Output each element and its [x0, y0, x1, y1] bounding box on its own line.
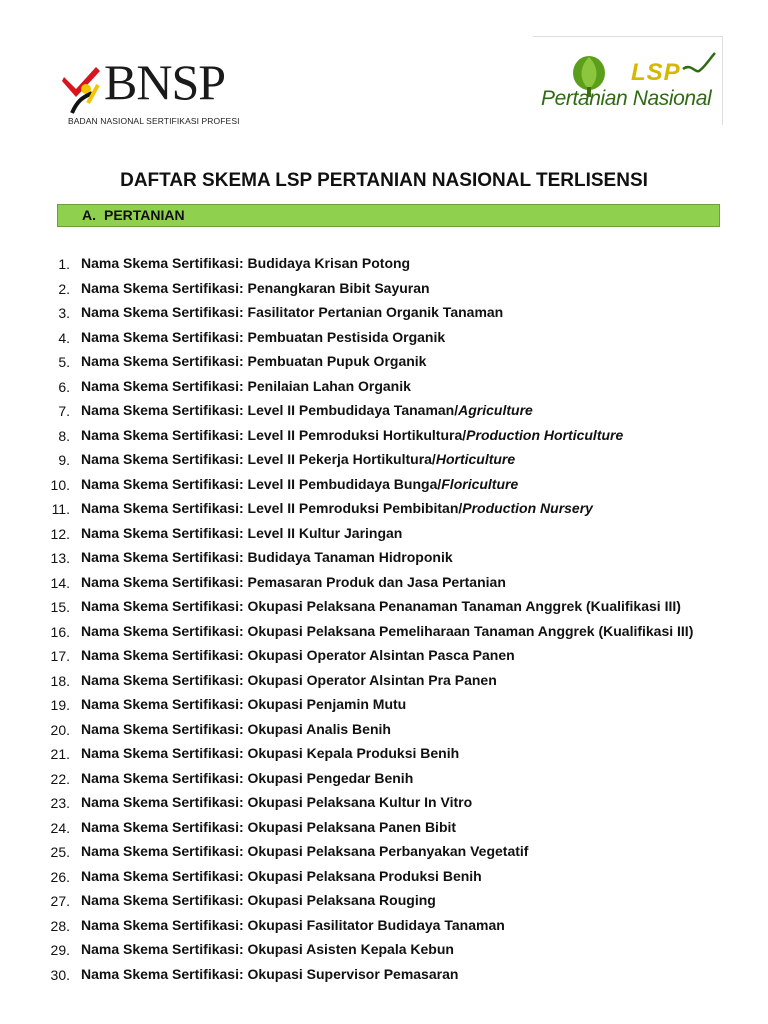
- section-label: PERTANIAN: [104, 207, 185, 223]
- page-header: [0, 0, 768, 140]
- bnsp-subtitle: BADAN NASIONAL SERTIFIKASI PROFESI: [68, 116, 240, 126]
- item-number: 25.: [50, 844, 70, 860]
- item-text: [81, 623, 693, 639]
- item-text-main: Nama Skema Sertifikasi: Budidaya Tanaman Hidroponik: [81, 549, 453, 565]
- bnsp-wordmark: BNSP: [104, 54, 226, 110]
- item-text: [81, 966, 458, 982]
- item-text: [81, 574, 506, 590]
- item-text-english: Production Nursery: [462, 500, 593, 516]
- item-text-main: Nama Skema Sertifikasi: Pemasaran Produk dan Jasa Pertanian: [81, 573, 506, 590]
- list-item: [0, 964, 768, 989]
- item-text-english: Horticulture: [435, 451, 516, 467]
- item-number: 16.: [50, 623, 70, 640]
- section-letter: A.: [82, 207, 96, 223]
- item-number: 23.: [50, 795, 70, 811]
- list-item: [0, 915, 768, 940]
- item-number: 1.: [58, 256, 70, 272]
- item-text-main: Nama Skema Sertifikasi: Level II Pekerja Hortikultura/: [81, 451, 436, 467]
- item-text-main: Nama Skema Sertifikasi: Okupasi Kepala Produksi Benih: [81, 745, 460, 761]
- item-text-main: Nama Skema Sertifikasi: Okupasi Pelaksana Perbanyakan Vegetatif: [81, 843, 529, 859]
- item-text: [81, 843, 528, 859]
- item-text-main: Nama Skema Sertifikasi: Fasilitator Pertanian Organik Tanaman: [81, 304, 504, 320]
- list-item: [0, 645, 768, 670]
- item-text-main: Nama Skema Sertifikasi: Okupasi Pelaksana Rouging: [81, 892, 436, 908]
- item-number: 30.: [50, 966, 70, 983]
- item-text-main: Nama Skema Sertifikasi: Okupasi Pelaksana Pemeliharaan Tanaman Anggrek (Kualifikasi III): [81, 622, 694, 639]
- item-text-main: Nama Skema Sertifikasi: Level II Kultur Jaringan: [81, 524, 403, 541]
- item-text-main: Nama Skema Sertifikasi: Level II Pemroduksi Pembibitan/: [81, 500, 463, 516]
- list-item: [0, 278, 768, 303]
- item-text: [81, 451, 515, 467]
- item-text: [81, 280, 430, 296]
- item-text-main: Nama Skema Sertifikasi: Okupasi Operator Alsintan Pasca Panen: [81, 647, 515, 663]
- item-text: [81, 794, 472, 810]
- item-text-main: Nama Skema Sertifikasi: Okupasi Pelaksana Penanaman Tanaman Anggrek (Kualifikasi III): [81, 598, 681, 614]
- item-text-english: Agriculture: [458, 402, 533, 418]
- item-number: 9.: [58, 452, 70, 468]
- item-number: 2.: [58, 280, 70, 297]
- item-text-main: Nama Skema Sertifikasi: Okupasi Fasilitator Budidaya Tanaman: [81, 916, 505, 933]
- list-item: [0, 449, 768, 474]
- list-item: [0, 792, 768, 817]
- lsp-logo: [533, 36, 723, 125]
- item-number: 24.: [50, 819, 70, 836]
- bnsp-logo: [62, 55, 252, 131]
- item-text-main: Nama Skema Sertifikasi: Okupasi Pelaksana Produksi Benih: [81, 867, 482, 884]
- item-number: 4.: [58, 329, 70, 346]
- item-number: 11.: [51, 501, 70, 517]
- item-text: [81, 868, 482, 884]
- list-item: [0, 400, 768, 425]
- item-number: 5.: [58, 354, 70, 370]
- item-text: [81, 941, 454, 957]
- item-text: [81, 329, 445, 345]
- item-text: [81, 525, 402, 541]
- list-item: [0, 694, 768, 719]
- item-text-main: Nama Skema Sertifikasi: Penilaian Lahan Organik: [81, 377, 411, 394]
- item-number: 20.: [50, 721, 70, 738]
- list-item: [0, 351, 768, 376]
- item-text: [81, 819, 456, 835]
- list-item: [0, 425, 768, 450]
- item-number: 15.: [50, 599, 70, 615]
- item-text-main: Nama Skema Sertifikasi: Okupasi Analis Benih: [81, 720, 391, 737]
- item-text: [81, 598, 681, 614]
- item-text: [81, 476, 518, 492]
- list-item: [0, 302, 768, 327]
- item-text: [81, 402, 533, 418]
- item-number: 6.: [58, 378, 70, 395]
- list-item: [0, 474, 768, 499]
- item-text-main: Nama Skema Sertifikasi: Pembuatan Pupuk Organik: [81, 353, 427, 369]
- lsp-code: LSP: [631, 59, 681, 86]
- item-text: [81, 672, 497, 688]
- item-text-main: Nama Skema Sertifikasi: Level II Pemroduksi Hortikultura/: [81, 426, 467, 443]
- list-item: [0, 719, 768, 744]
- list-item: [0, 866, 768, 891]
- item-number: 27.: [50, 893, 70, 909]
- list-item: [0, 743, 768, 768]
- item-text: [81, 745, 459, 761]
- item-number: 26.: [50, 868, 70, 885]
- item-text: [81, 378, 411, 394]
- list-item: [0, 768, 768, 793]
- item-number: 19.: [50, 697, 70, 713]
- item-number: 28.: [50, 917, 70, 934]
- item-text: [81, 647, 515, 663]
- item-text: [81, 696, 406, 712]
- list-item: [0, 253, 768, 278]
- item-text: [81, 427, 623, 443]
- item-number: 17.: [50, 648, 70, 664]
- item-text-main: Nama Skema Sertifikasi: Okupasi Penjamin Mutu: [81, 696, 407, 712]
- item-text: [81, 770, 413, 786]
- item-text-main: Nama Skema Sertifikasi: Level II Pembudidaya Bunga/: [81, 475, 442, 492]
- scheme-list: [0, 253, 768, 988]
- lsp-name: Pertanian Nasional: [541, 87, 712, 110]
- bnsp-emblem-icon: [62, 63, 104, 115]
- item-number: 14.: [50, 574, 70, 591]
- list-item: [0, 572, 768, 597]
- item-number: 13.: [50, 550, 70, 566]
- item-text-main: Nama Skema Sertifikasi: Okupasi Supervisor Pemasaran: [81, 965, 459, 982]
- item-text-main: Nama Skema Sertifikasi: Pembuatan Pestisida Organik: [81, 328, 446, 345]
- item-text: [81, 304, 503, 320]
- list-item: [0, 523, 768, 548]
- list-item: [0, 670, 768, 695]
- item-text-main: Nama Skema Sertifikasi: Okupasi Pelaksana Kultur In Vitro: [81, 794, 473, 810]
- item-number: 3.: [58, 305, 70, 321]
- item-number: 22.: [50, 770, 70, 787]
- item-text-english: Floriculture: [441, 475, 519, 492]
- list-item: [0, 890, 768, 915]
- item-text: [81, 353, 426, 369]
- item-number: 7.: [58, 403, 70, 419]
- item-text-main: Nama Skema Sertifikasi: Budidaya Krisan Potong: [81, 255, 411, 271]
- list-item: [0, 547, 768, 572]
- checkmark-swoosh-icon: [681, 51, 717, 77]
- item-text: [81, 255, 410, 271]
- list-item: [0, 596, 768, 621]
- list-item: [0, 327, 768, 352]
- item-number: 12.: [50, 525, 70, 542]
- list-item: [0, 376, 768, 401]
- item-text: [81, 917, 505, 933]
- item-text: [81, 500, 593, 516]
- list-item: [0, 939, 768, 964]
- item-text-main: Nama Skema Sertifikasi: Okupasi Asisten Kepala Kebun: [81, 941, 454, 957]
- item-number: 29.: [50, 942, 70, 958]
- item-text-main: Nama Skema Sertifikasi: Okupasi Operator Alsintan Pra Panen: [81, 671, 497, 688]
- item-text: [81, 721, 391, 737]
- item-text-main: Nama Skema Sertifikasi: Level II Pembudidaya Tanaman/: [81, 402, 459, 418]
- item-number: 10.: [50, 476, 70, 493]
- item-text: [81, 549, 453, 565]
- list-item: [0, 817, 768, 842]
- item-number: 18.: [50, 672, 70, 689]
- list-item: [0, 498, 768, 523]
- item-number: 8.: [58, 427, 70, 444]
- document-title: DAFTAR SKEMA LSP PERTANIAN NASIONAL TERLISENSI: [120, 170, 648, 191]
- item-text-main: Nama Skema Sertifikasi: Okupasi Pengedar Benih: [81, 769, 414, 786]
- list-item: [0, 841, 768, 866]
- list-item: [0, 621, 768, 646]
- item-text: [81, 892, 436, 908]
- item-text-main: Nama Skema Sertifikasi: Okupasi Pelaksana Panen Bibit: [81, 818, 457, 835]
- item-text-english: Production Horticulture: [466, 426, 624, 443]
- section-header: [57, 204, 720, 227]
- item-number: 21.: [50, 746, 70, 762]
- item-text-main: Nama Skema Sertifikasi: Penangkaran Bibit Sayuran: [81, 279, 430, 296]
